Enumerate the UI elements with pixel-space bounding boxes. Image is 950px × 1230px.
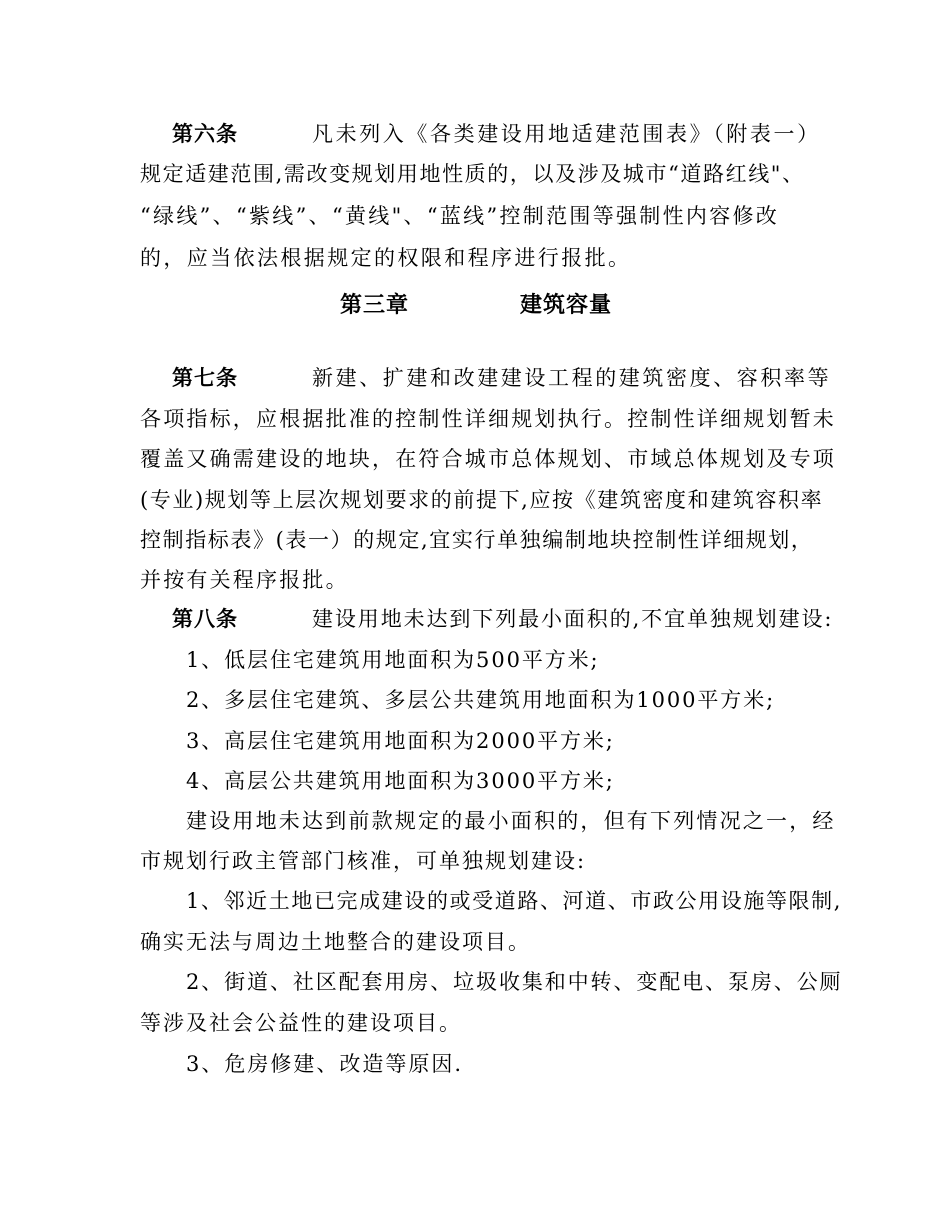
article-6-label: 第六条 <box>172 122 238 146</box>
article-8-exception-1-line-1: 1、邻近土地已完成建设的或受道路、河道、市政公用设施等限制, <box>186 889 843 913</box>
article-8-item-2: 2、多层住宅建筑、多层公共建筑用地面积为1000平方米; <box>186 688 776 712</box>
article-8-label: 第八条 <box>172 607 238 631</box>
article-6-line-3: “绿线”、“紫线”、“黄线"、“蓝线”控制范围等强制性内容修改 <box>140 204 780 228</box>
article-8-exception-intro-2: 市规划行政主管部门核准，可单独规划建设: <box>140 849 587 873</box>
article-8-item-1: 1、低层住宅建筑用地面积为500平方米; <box>186 648 600 672</box>
article-6-line-2: 规定适建范围,需改变规划用地性质的，以及涉及城市“道路红线"、 <box>140 162 805 186</box>
article-7-line-3: 覆盖又确需建设的地块，在符合城市总体规划、市域总体规划及专项 <box>140 447 836 471</box>
article-7-line-1: 新建、扩建和改建建设工程的建筑密度、容积率等 <box>312 366 832 390</box>
chapter-title: 建筑容量 <box>520 293 613 318</box>
article-7-line-5: 控制指标表》(表一）的规定,宜实行单独编制地块控制性详细规划， <box>140 528 814 552</box>
article-7-label: 第七条 <box>172 366 238 390</box>
article-6-line-4: 的，应当依法根据规定的权限和程序进行报批。 <box>140 246 632 270</box>
article-8-item-4: 4、高层公共建筑用地面积为3000平方米; <box>186 769 615 793</box>
article-7-line-4: (专业)规划等上层次规划要求的前提下,应按《建筑密度和建筑容积率 <box>140 488 824 512</box>
article-8-exception-2-line-1: 2、街道、社区配套用房、垃圾收集和中转、变配电、泵房、公厕 <box>186 970 843 994</box>
article-7-line-6: 并按有关程序报批。 <box>140 568 349 592</box>
article-8-exception-2-line-2: 等涉及社会公益性的建设项目。 <box>140 1011 462 1035</box>
chapter-number: 第三章 <box>340 293 410 318</box>
article-6-line-1: 凡未列入《各类建设用地适建范围表》（附表一） <box>312 122 821 146</box>
article-8-exception-3-line-1: 3、危房修建、改造等原因. <box>186 1052 464 1076</box>
article-8-exception-intro-1: 建设用地未达到前款规定的最小面积的，但有下列情况之一，经 <box>186 809 836 833</box>
article-8-item-3: 3、高层住宅建筑用地面积为2000平方米; <box>186 729 615 753</box>
article-8-intro: 建设用地未达到下列最小面积的,不宜单独规划建设: <box>312 607 834 631</box>
article-8-exception-1-line-2: 确实无法与周边土地整合的建设项目。 <box>140 930 531 954</box>
article-7-line-2: 各项指标，应根据批准的控制性详细规划执行。控制性详细规划暂未 <box>140 407 836 431</box>
